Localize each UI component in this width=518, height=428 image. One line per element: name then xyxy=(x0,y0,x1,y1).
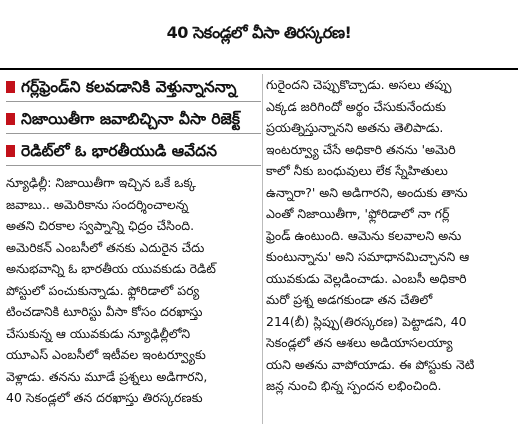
text-line: సెకండ్లలో తన ఆశలు అడియాసలయ్యా xyxy=(266,335,453,350)
subhead-3 xyxy=(6,140,261,162)
text-line: టించడానికి టూరిస్టు వీసా కోసం దరఖాస్తు xyxy=(6,304,203,319)
text-line: చేసుకున్న ఆ యువకుడు న్యూఢిల్లీలోని xyxy=(6,325,191,341)
subhead-1 xyxy=(6,76,261,98)
text-line: కుంటున్నాను' అని సమాధానమిచ్చానని ఆ xyxy=(266,249,470,264)
text-line: యువకుడు వెల్లడించాడు. ఎంబసీ అధికారి xyxy=(266,270,467,286)
text-line: యని అతను వాపోయాడు. ఈ పోస్టుకు నెటి xyxy=(266,356,475,372)
headline: 40 సెకండ్లలో వీసా తిరస్కరణ! xyxy=(0,0,518,70)
text-line: అనుభవాన్ని ఓ భారతీయ యువకుడు రెడిట్ xyxy=(6,261,216,276)
bullet-icon xyxy=(6,81,15,93)
subhead-divider xyxy=(6,133,261,134)
text-line: కాలో నీకు బంధువులు లేక స్నేహితులు xyxy=(266,163,448,178)
text-line: మరో ప్రశ్న అడగకుండా తన చేతిలో xyxy=(266,292,433,307)
text-line: ఫ్రెండ్ ఉంటుంది. ఆమెను కలవాలని అను xyxy=(266,227,462,243)
bullet-icon xyxy=(6,113,15,125)
text-line: ఎక్కడ జరిగిందో అర్థం చేసుకునేందుకు xyxy=(266,98,446,114)
text-line: అతని చిరకాల స్వప్నాన్ని ఛిద్రం చేసింది. xyxy=(6,218,195,233)
text-line: 214(బీ) స్లిప్పు(తిరస్కరణ) పెట్టాడని, 40 xyxy=(266,313,467,329)
text-line: 40 సెకండ్లలో తన దరఖాస్తు తిరస్కరణకు xyxy=(6,390,203,405)
text-line: పోస్టులో పంచుకున్నాడు. ఫ్లోరిడాలో పర్య xyxy=(6,282,200,298)
text-line: జన్ల నుంచి భిన్న స్పందన లభించింది. xyxy=(266,378,442,393)
subhead-2 xyxy=(6,108,261,130)
subhead-divider xyxy=(6,101,261,102)
text-line: గురైందని చెప్పుకొచ్చాడు. అసలు తప్పు xyxy=(266,77,452,92)
right-column xyxy=(266,74,514,424)
article-body-left xyxy=(6,172,261,409)
text-line: ప్రయత్నిస్తున్నానని అతను తెలిపాడు. xyxy=(266,120,444,135)
text-line: జవాబు.. అమెరికాను సందర్శించాలన్న xyxy=(6,196,189,212)
text-line: న్యూఢిల్లీ: నిజాయితీగా ఇచ్చిన ఒకే ఒక్క xyxy=(6,175,196,190)
subhead-text: రెడిట్‌లో ఓ భారతీయుడి ఆవేదన xyxy=(21,142,218,160)
left-column xyxy=(6,74,261,424)
text-line: వెళ్లాడు. తనను మూడే ప్రశ్నలు అడిగారని, xyxy=(6,368,208,384)
text-line: ఎంతో నిజాయితీగా, 'ఫ్లోరిడాలో నా గర్ల్ xyxy=(266,206,450,221)
text-line: అమెరికన్ ఎంబసీలో తనకు ఎదురైన చేదు xyxy=(6,239,205,255)
text-line: యూఎస్ ఎంబసీలో ఇటీవల ఇంటర్వ్యూకు xyxy=(6,347,206,362)
subhead-divider xyxy=(6,165,261,166)
text-line: ఉన్నారా?' అని అడిగారని, అందుకు తాను xyxy=(266,184,468,200)
subhead-text: నిజాయితీగా జవాబిచ్చినా వీసా రిజెక్ట్ xyxy=(21,110,240,128)
text-line: ఇంటర్వ్యూ చేసే అధికారి తనను 'అమెరి xyxy=(266,141,456,157)
article-body-right xyxy=(266,74,514,397)
column-divider xyxy=(262,74,263,424)
bullet-icon xyxy=(6,145,15,157)
subhead-text: గర్ల్‌ఫ్రెండ్‌ని కలవడానికి వెళ్తున్నానన్నా xyxy=(21,78,237,96)
